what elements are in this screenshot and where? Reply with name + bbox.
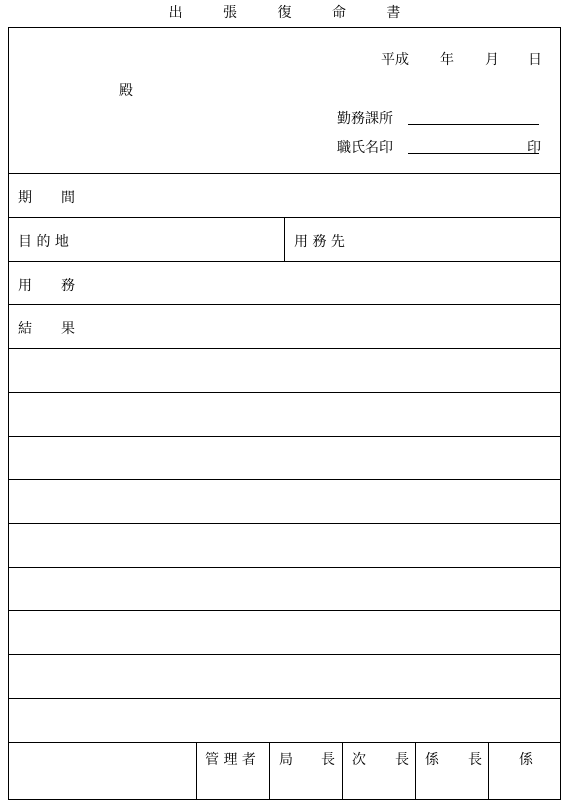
stamp-column-divider (342, 742, 343, 800)
title-char: 復 (277, 5, 292, 21)
stamp-column-divider (196, 742, 197, 800)
form-frame (8, 27, 561, 800)
approval-director-1: 局 (279, 752, 293, 768)
title-char: 書 (386, 5, 401, 21)
result-label-2: 果 (61, 321, 75, 337)
stamp-column-divider (488, 742, 489, 800)
visit-place-label: 用 務 先 (294, 234, 345, 250)
title-char: 出 (168, 5, 183, 21)
row-divider (8, 304, 561, 305)
name-label: 職氏名印 (337, 140, 393, 156)
row-divider (8, 348, 561, 349)
row-divider (8, 654, 561, 655)
title-char: 張 (223, 5, 238, 21)
office-field-line[interactable] (408, 124, 539, 125)
approval-deputy-2: 長 (395, 752, 409, 768)
approval-director-2: 長 (321, 752, 335, 768)
column-divider (284, 217, 285, 261)
row-divider (8, 173, 561, 174)
business-label-2: 務 (61, 278, 75, 294)
document-title (0, 2, 569, 22)
addressee-suffix: 殿 (119, 83, 133, 99)
row-divider (8, 261, 561, 262)
stamp-column-divider (269, 742, 270, 800)
row-divider (8, 436, 561, 437)
approval-staff: 係 (519, 752, 533, 768)
business-label-1: 用 (18, 278, 32, 294)
approval-deputy-1: 次 (352, 752, 366, 768)
date-year: 年 (440, 52, 454, 68)
approval-manager: 管 理 者 (205, 752, 256, 768)
row-divider (8, 392, 561, 393)
result-label-1: 結 (18, 321, 32, 337)
period-label-2: 間 (61, 190, 75, 206)
date-era: 平成 (381, 52, 409, 68)
row-divider (8, 610, 561, 611)
approval-section-chief-2: 長 (468, 752, 482, 768)
destination-label: 目 的 地 (18, 234, 69, 250)
stamp-column-divider (415, 742, 416, 800)
period-label-1: 期 (18, 190, 32, 206)
date-month: 月 (485, 52, 499, 68)
approval-section-chief-1: 係 (425, 752, 439, 768)
office-label: 勤務課所 (337, 111, 393, 127)
row-divider (8, 698, 561, 699)
row-divider (8, 567, 561, 568)
row-divider (8, 523, 561, 524)
row-divider (8, 742, 561, 743)
name-field-line[interactable] (408, 153, 539, 154)
title-char: 命 (331, 5, 346, 21)
seal-mark: 印 (527, 140, 541, 156)
date-day: 日 (528, 52, 542, 68)
row-divider (8, 479, 561, 480)
